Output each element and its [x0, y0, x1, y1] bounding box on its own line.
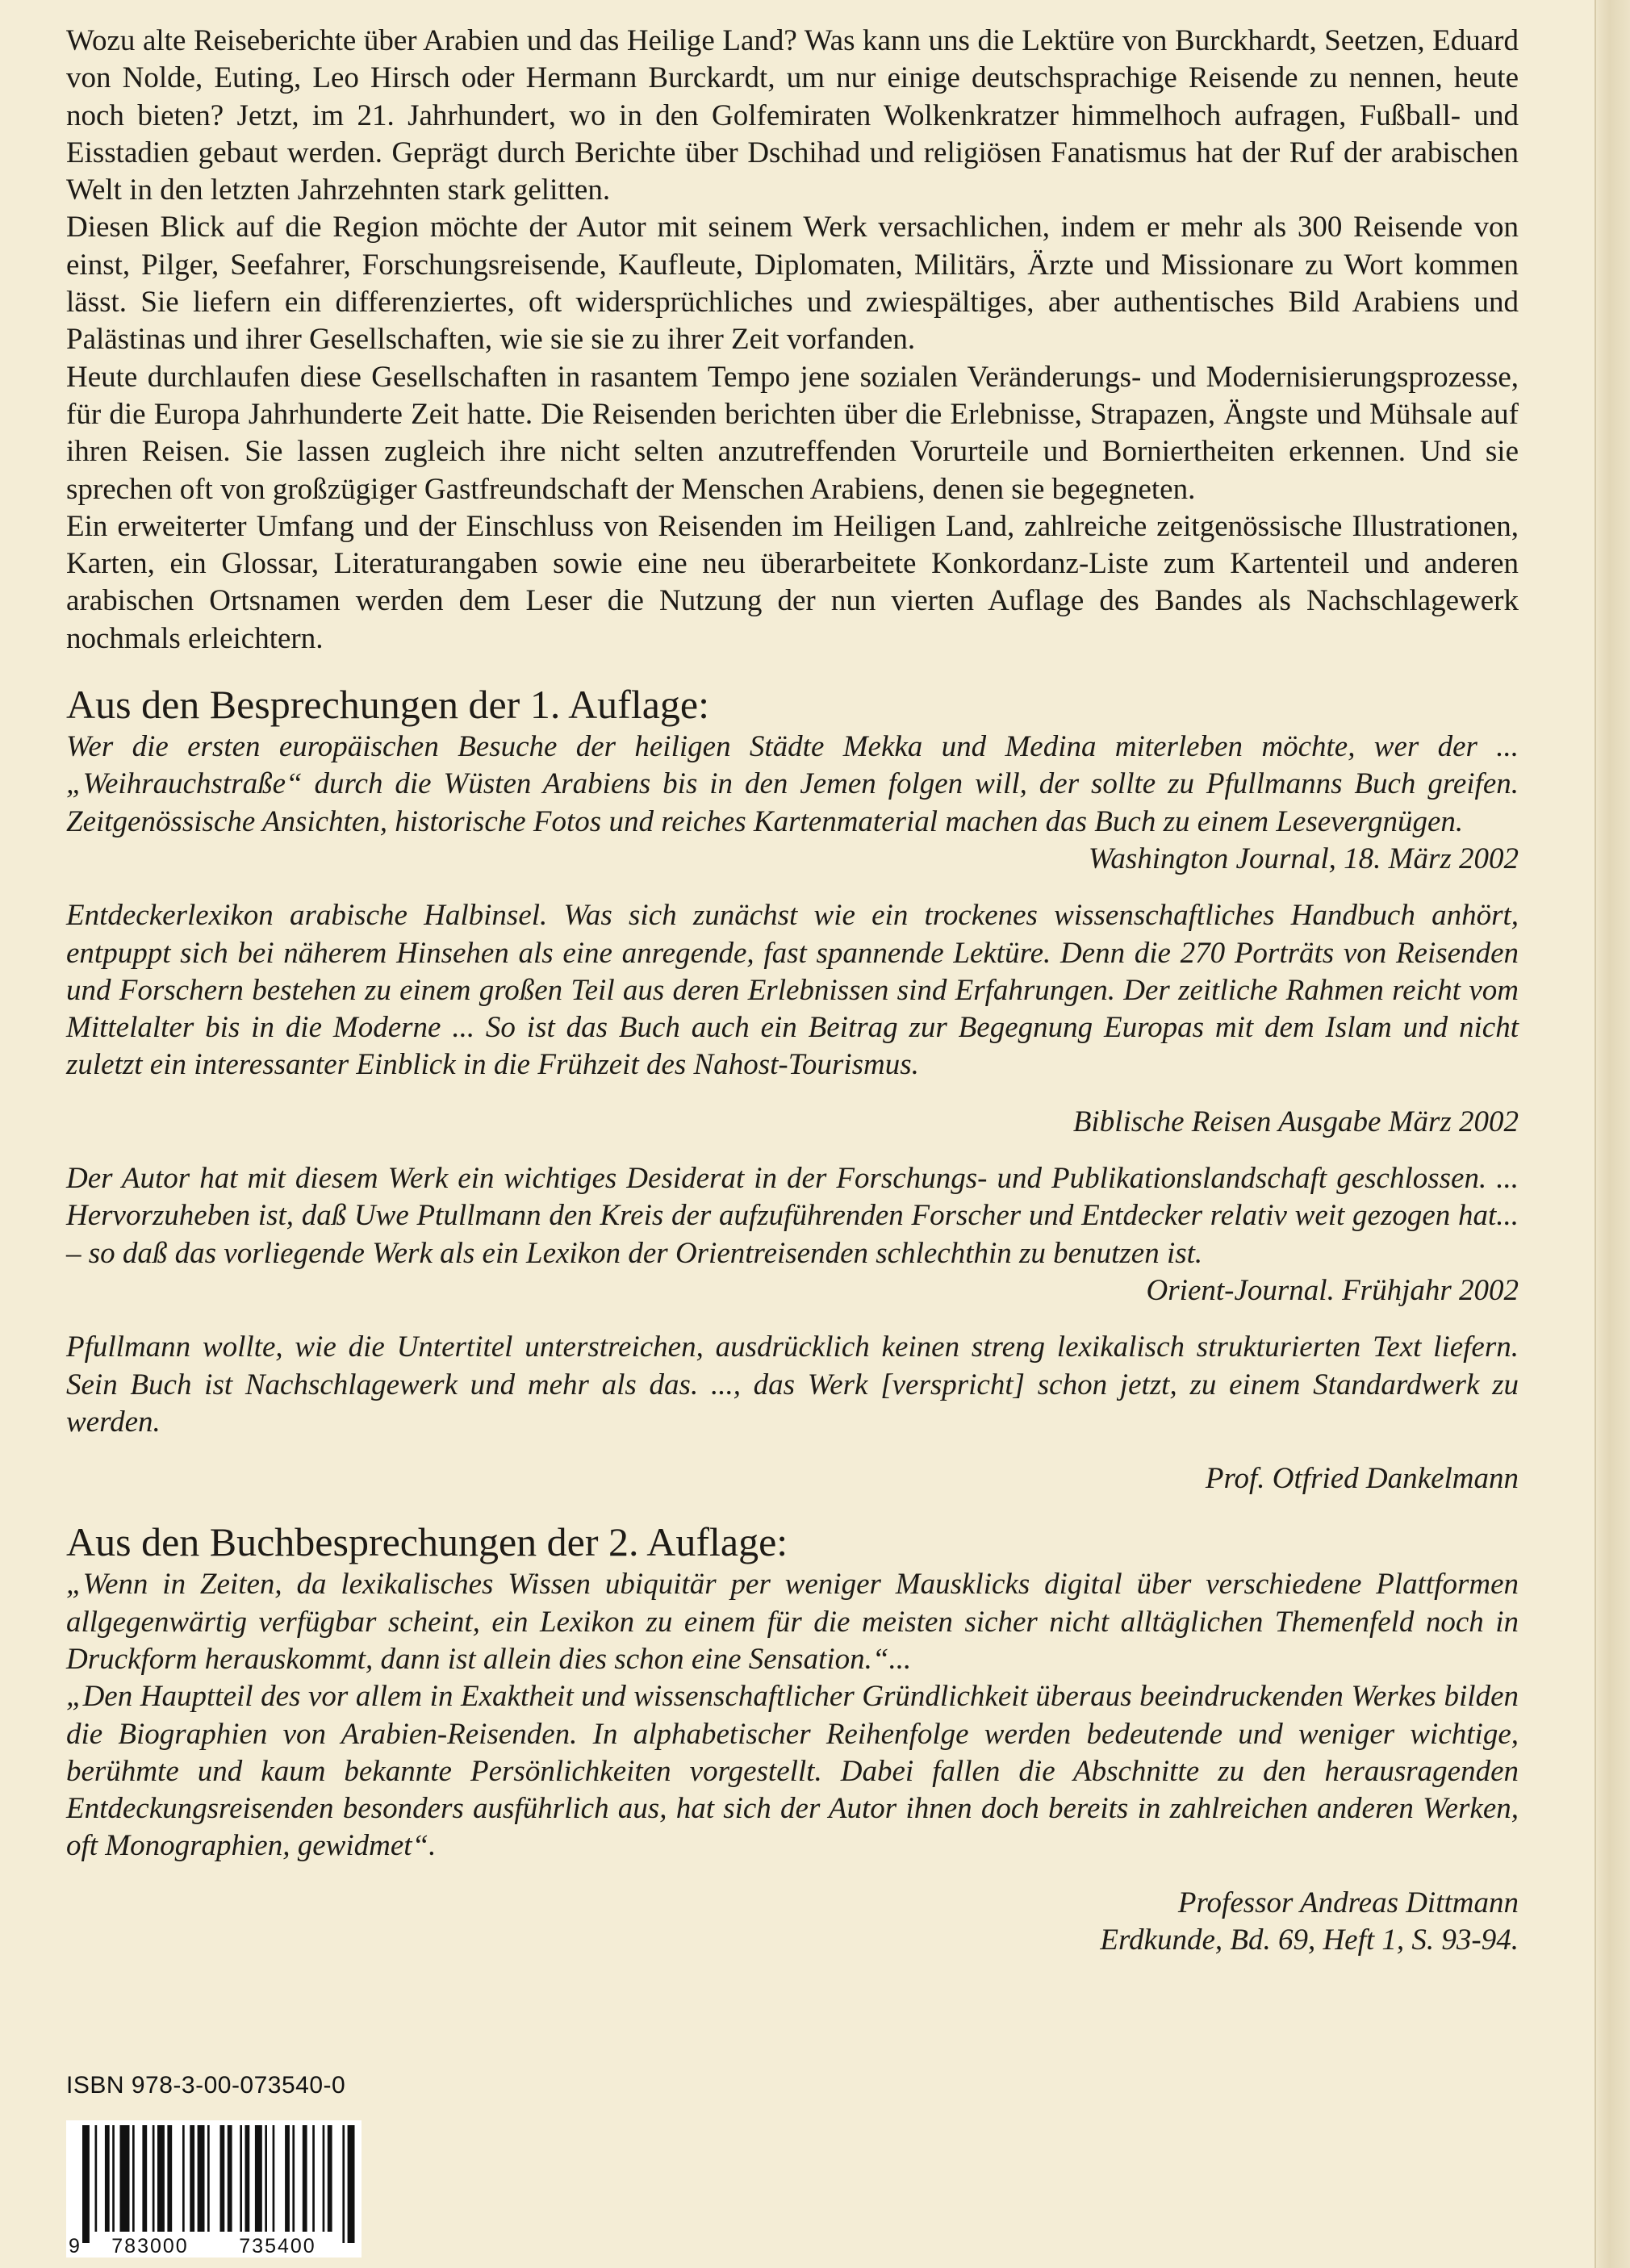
reviews-first-edition-heading: Aus den Besprechungen der 1. Auflage:: [66, 682, 709, 728]
barcode-bar: [220, 2125, 225, 2232]
review-dankelmann: [66, 1329, 1519, 1497]
barcode-bar: [142, 2125, 147, 2232]
barcode-bar: [82, 2125, 90, 2243]
book-edge: [1594, 0, 1630, 2268]
barcode-bar: [265, 2125, 267, 2232]
barcode-digits-right: 735400: [239, 2235, 316, 2258]
barcode-bar: [120, 2125, 130, 2232]
review-source: Washington Journal, 18. März 2002: [1088, 842, 1519, 875]
review-quote: Der Autor hat mit diesem Werk ein wichtiges Desiderat in der Forschungs- und Publikationslandschaft geschlossen. ... Hervorzuheben ist, daß Uwe Ptullmann den Kreis der aufzuführenden Forscher und Entdecker relativ weit gezogen hat... – so daß das vorliegende Werk als ein Lexikon der Orientreisenden schlechthin zu benutzen ist.: [66, 1162, 1519, 1270]
barcode-bar: [132, 2125, 135, 2232]
barcode-bar: [198, 2125, 205, 2232]
barcode-bar: [112, 2125, 115, 2232]
barcode-bar: [207, 2125, 210, 2232]
intro-paragraph-2: Diesen Blick auf die Region möchte der Autor mit seinem Werk versachlichen, indem er mehr als 300 Reisende von einst, Pilger, Seefahrer, Forschungsreisende, Kaufleute, Diplomaten, Militärs, Ärzte und Missionare zu Wort kommen lässt. Sie liefern ein differenziertes, oft widersprüchliches und zwiespältiges, aber authentisches Bild Arabiens und Palästinas und ihrer Gesellschaften, wie sie sie zu ihrer Zeit vorfanden.: [66, 211, 1519, 357]
review-washington-journal: [66, 729, 1519, 878]
barcode-bar: [167, 2125, 172, 2232]
review-quote: „Wenn in Zeiten, da lexikalisches Wissen ubiquitär per weniger Mausklicks digital über verschiedene Plattformen allgegenwärtig verfügbar scheint, ein Lexikon zu einem für die meisten sicher nicht alltäglichen Themenfeld noch in Druckform herauskommt, dann ist allein dies schon eine Sensation.“...: [66, 1568, 1519, 1676]
review-quote: Wer die ersten europäischen Besuche der heiligen Städte Mekka und Medina miterleben möchte, wer der ... „Weihrauchstraße“ durch die Wüsten Arabiens bis in den Jemen folgen will, der sollte zu Pfullmanns Buch greifen. Zeitgenössische Ansichten, historische Fotos und reiches Kartenmaterial machen das Buch zu einem Lesevergnügen.: [66, 730, 1519, 838]
intro-paragraph-3: Heute durchlaufen diese Gesellschaften in rasantem Tempo jene sozialen Veränderungs- und Modernisierungsprozesse, für die Europa Jahrhunderte Zeit hatte. Die Reisenden berichten über die Erlebnisse, Strapazen, Ängste und Mühsale auf ihren Reisen. Sie lassen zugleich ihre nicht selten anzutreffenden Vorurteile und Borniertheiten erkennen. Und sie sprechen oft von großzügiger Gastfreundschaft der Menschen Arabiens, denen sie begegneten.: [66, 360, 1519, 506]
barcode-bar: [228, 2125, 232, 2232]
barcode-digits-left: 783000: [111, 2235, 189, 2258]
review-dittmann: [66, 1566, 1519, 1959]
barcode-bar: [328, 2125, 332, 2232]
barcode-bar: [105, 2125, 110, 2232]
barcode-bar: [292, 2125, 295, 2232]
review-source: Biblische Reisen Ausgabe März 2002: [1072, 1105, 1519, 1138]
barcode-bar: [323, 2125, 325, 2232]
barcode-bar: [95, 2125, 98, 2232]
intro-paragraph-1: Wozu alte Reiseberichte über Arabien und das Heilige Land? Was kann uns die Lektüre von Burckhardt, Seetzen, Eduard von Nolde, Euting, Leo Hirsch oder Hermann Burckardt, um nur einige deutschsprachige Reisende zu nennen, heute noch bieten? Jetzt, im 21. Jahrhundert, wo in den Golfemiraten Wolkenkratzer himmelhoch aufragen, Fußball- und Eisstadien gebaut werden. Geprägt durch Berichte über Dschihad und religiösen Fanatismus hat der Ruf der arabischen Welt in den letzten Jahrzehnten stark gelitten.: [66, 24, 1519, 207]
isbn-number: ISBN 978-3-00-073540-0: [66, 2072, 346, 2099]
review-orient-journal: [66, 1160, 1519, 1309]
intro-paragraph-4: Ein erweiterter Umfang und der Einschluss von Reisenden im Heiligen Land, zahlreiche zeitgenössische Illustrationen, Karten, ein Glossar, Literaturangaben sowie eine neu überarbeitete Konkordanz-Liste zum Kartenteil und anderen arabischen Ortsnamen werden dem Leser die Nutzung der nun vierten Auflage des Bandes als Nachschlagewerk nochmals erleichtern.: [66, 509, 1519, 655]
barcode: [66, 2120, 362, 2258]
barcode-bar: [342, 2125, 345, 2243]
barcode-bar: [157, 2125, 165, 2232]
back-cover-text: [66, 0, 1519, 1959]
barcode-graphic: [66, 2120, 362, 2258]
barcode-bar: [153, 2125, 155, 2232]
barcode-bar: [273, 2125, 275, 2232]
barcode-bar: [255, 2125, 262, 2232]
review-biblische-reisen: [66, 897, 1519, 1141]
intro-section: [66, 23, 1519, 658]
barcode-bar: [182, 2125, 185, 2232]
review-source-name: Professor Andreas Dittmann: [1177, 1886, 1519, 1919]
review-source: Orient-Journal. Frühjahr 2002: [1146, 1273, 1519, 1307]
barcode-bar: [240, 2125, 242, 2232]
review-source: Prof. Otfried Dankelmann: [1205, 1462, 1519, 1496]
review-source-publication: Erdkunde, Bd. 69, Heft 1, S. 93-94.: [1100, 1923, 1519, 1957]
review-quote: „Den Hauptteil des vor allem in Exaktheit und wissenschaftlicher Gründlichkeit überaus beeindruckenden Werkes bilden die Biographien von Arabien-Reisenden. In alphabetischer Reihenfolge werden bedeutende und weniger wichtige, berühmte und kaum bekannte Persönlichkeiten vorgestellt. Dabei fallen die Abschnitte zu den herausragenden Entdeckungsreisenden besonders ausführlich aus, hat sich der Autor ihnen doch bereits in zahlreichen anderen Werken, oft Monographien, gewidmet“.: [66, 1680, 1519, 1863]
reviews-second-edition-heading: Aus den Buchbesprechungen der 2. Auflage:: [66, 1519, 788, 1565]
review-quote: Pfullmann wollte, wie die Untertitel unterstreichen, ausdrücklich keinen streng lexikalisch strukturierten Text liefern. Sein Buch ist Nachschlagewerk und mehr als das. ..., das Werk [verspricht] schon jetzt, zu einem Standardwerk zu werden.: [66, 1330, 1519, 1439]
barcode-bar: [190, 2125, 194, 2232]
review-quote: Entdeckerlexikon arabische Halbinsel. Was sich zunächst wie ein trockenes wissenschaftliches Handbuch anhört, entpuppt sich bei näherem Hinsehen als eine anregende, fast spannende Lektüre. Denn die 270 Porträts von Reisenden und Forschern bestehen zu einem großen Teil aus deren Erlebnissen sind Erfahrungen. Der zeitliche Rahmen reicht vom Mittelalter bis in die Moderne ... So ist das Buch auch ein Beitrag zur Begegnung Europas mit dem Islam und nicht zuletzt ein interessanter Einblick in die Frühzeit des Nahost-Tourismus.: [66, 899, 1519, 1082]
barcode-bar: [245, 2125, 250, 2232]
barcode-digit-lead: 9: [69, 2235, 80, 2258]
barcode-bar: [285, 2125, 290, 2232]
barcode-bar: [312, 2125, 315, 2232]
barcode-bar: [303, 2125, 307, 2232]
barcode-bar: [348, 2125, 355, 2243]
barcode-bars: [82, 2125, 355, 2243]
